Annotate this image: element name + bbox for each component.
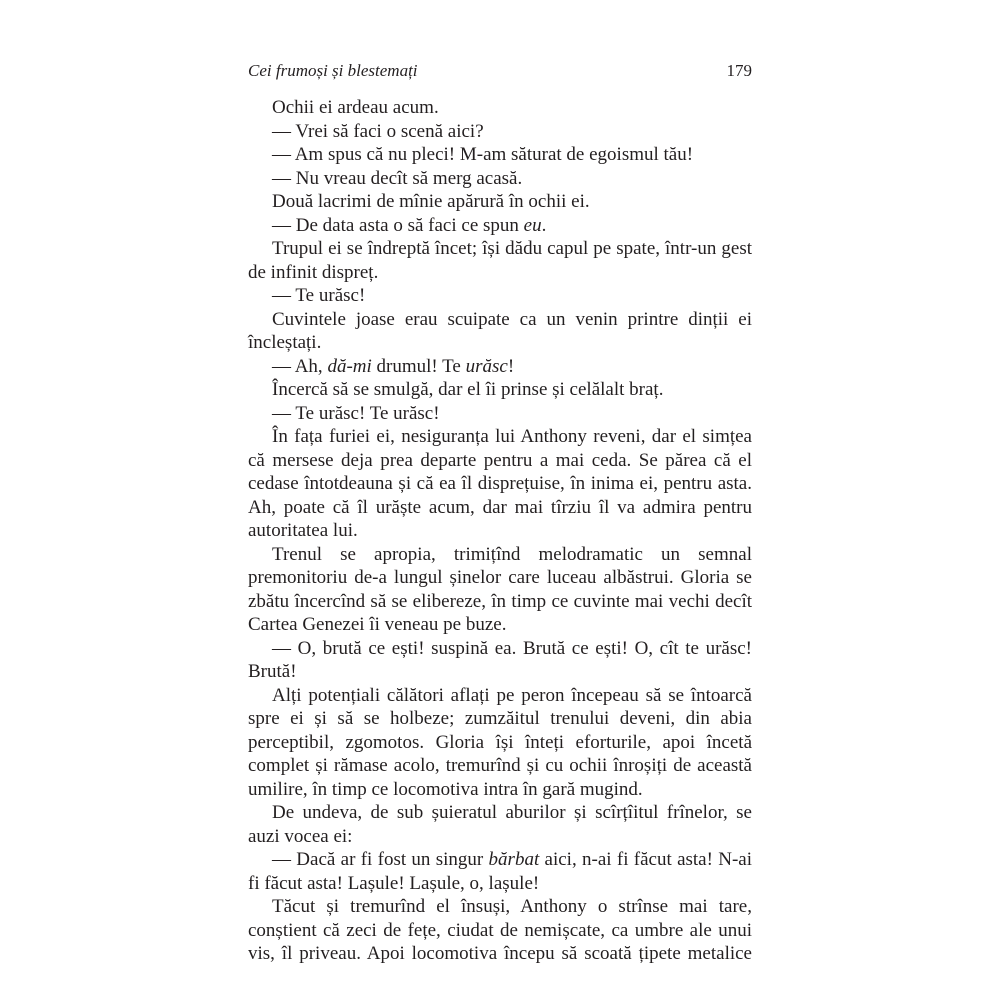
text-run: Încercă să se smulgă, dar el îi prinse și celălalt braț. (272, 379, 664, 400)
text-run: aici, n-ai fi făcut asta! N-ai fi făcut asta! Lașule! Lașule, o, lașule! (248, 849, 752, 894)
italic-text: bărbat (488, 849, 540, 870)
paragraph (248, 190, 752, 214)
body-text (248, 96, 752, 966)
paragraph (248, 637, 752, 684)
italic-text: dă-mi (327, 355, 372, 377)
text-run: — O, brută ce ești! suspină ea. Brută ce ești! O, cît te urăsc! Brută! (248, 637, 752, 682)
paragraph (248, 284, 752, 308)
italic-text: eu (523, 214, 542, 236)
paragraph (248, 402, 752, 426)
text-run: — Vrei să faci o scenă aici? (272, 120, 484, 142)
running-title: Cei frumoși și blestemați (248, 61, 418, 80)
text-run: — De data asta o să faci ce spun (272, 214, 524, 236)
paragraph (248, 848, 752, 895)
paragraph (248, 308, 752, 355)
text-run: Tăcut și tremurînd el însuși, Anthony o strînse mai tare, conștient că zeci de fețe, ciudat de nemișcate, ca umbre ale unui vis, îl priveau. Apoi locomotiva începu să scoată țipete metalice (248, 896, 752, 964)
text-run: Alți potențiali călători aflați pe peron începeau să se întoarcă spre ei și să se holbeze; zumzăitul trenului deveni, din abia perceptibil, zgomotos. Gloria își înteți eforturile, apoi încetă complet și rămase acolo, tremurînd și cu ochii înroșiți de această umilire, în timp ce locomotiva intra în gară mugind. (248, 684, 752, 800)
paragraph (248, 425, 752, 543)
text-run: — Am spus că nu pleci! M-am săturat de egoismul tău! (272, 144, 694, 165)
text-run: drumul! Te (371, 355, 466, 377)
paragraph (248, 895, 752, 966)
page-number: 179 (726, 61, 752, 80)
italic-text: urăsc (465, 355, 508, 377)
paragraph (248, 214, 752, 238)
paragraph (248, 237, 752, 284)
paragraph (248, 378, 752, 402)
text-run: În fața furiei ei, nesiguranța lui Anthony reveni, dar el simțea că mersese deja prea departe pentru a mai ceda. Se părea că el cedase întotdeauna și că ea îl disprețuise, în inima ei, pentru asta. Ah, poate că îl urăște acum, dar mai tîrziu îl va admira pentru autoritatea lui. (248, 426, 752, 541)
paragraph (248, 96, 752, 120)
paragraph (248, 143, 752, 167)
text-run: Ochii ei ardeau acum. (272, 97, 439, 118)
text-run: Trupul ei se îndreptă încet; își dădu capul pe spate, într-un gest de infinit dispreț. (248, 238, 752, 283)
paragraph (248, 801, 752, 848)
paragraph (248, 543, 752, 637)
text-run: Două lacrimi de mînie apărură în ochii ei. (272, 191, 590, 212)
paragraph (248, 167, 752, 191)
text-run: . (541, 214, 547, 236)
text-run: De undeva, de sub șuieratul aburilor și scîrțîitul frînelor, se auzi vocea ei: (248, 802, 752, 847)
text-run: Cuvintele joase erau scuipate ca un venin printre dinții ei încleștați. (248, 308, 752, 353)
text-run: — Te urăsc! (272, 285, 366, 306)
running-header (248, 60, 752, 82)
text-run: — Te urăsc! Te urăsc! (272, 402, 440, 424)
text-run: — Ah, (272, 355, 328, 377)
text-run: Trenul se apropia, trimițînd melodramatic un semnal premonitoriu de-a lungul șinelor care luceau albăstrui. Gloria se zbătu încercînd să se elibereze, în timp ce cuvinte mai vechi decît Cartea Genezei îi veneau pe buze. (248, 543, 752, 635)
text-run: — Dacă ar fi fost un singur (272, 849, 489, 870)
paragraph (248, 684, 752, 802)
paragraph (248, 355, 752, 379)
paragraph (248, 120, 752, 144)
text-run: ! (507, 355, 515, 377)
text-run: — Nu vreau decît să merg acasă. (272, 167, 523, 189)
